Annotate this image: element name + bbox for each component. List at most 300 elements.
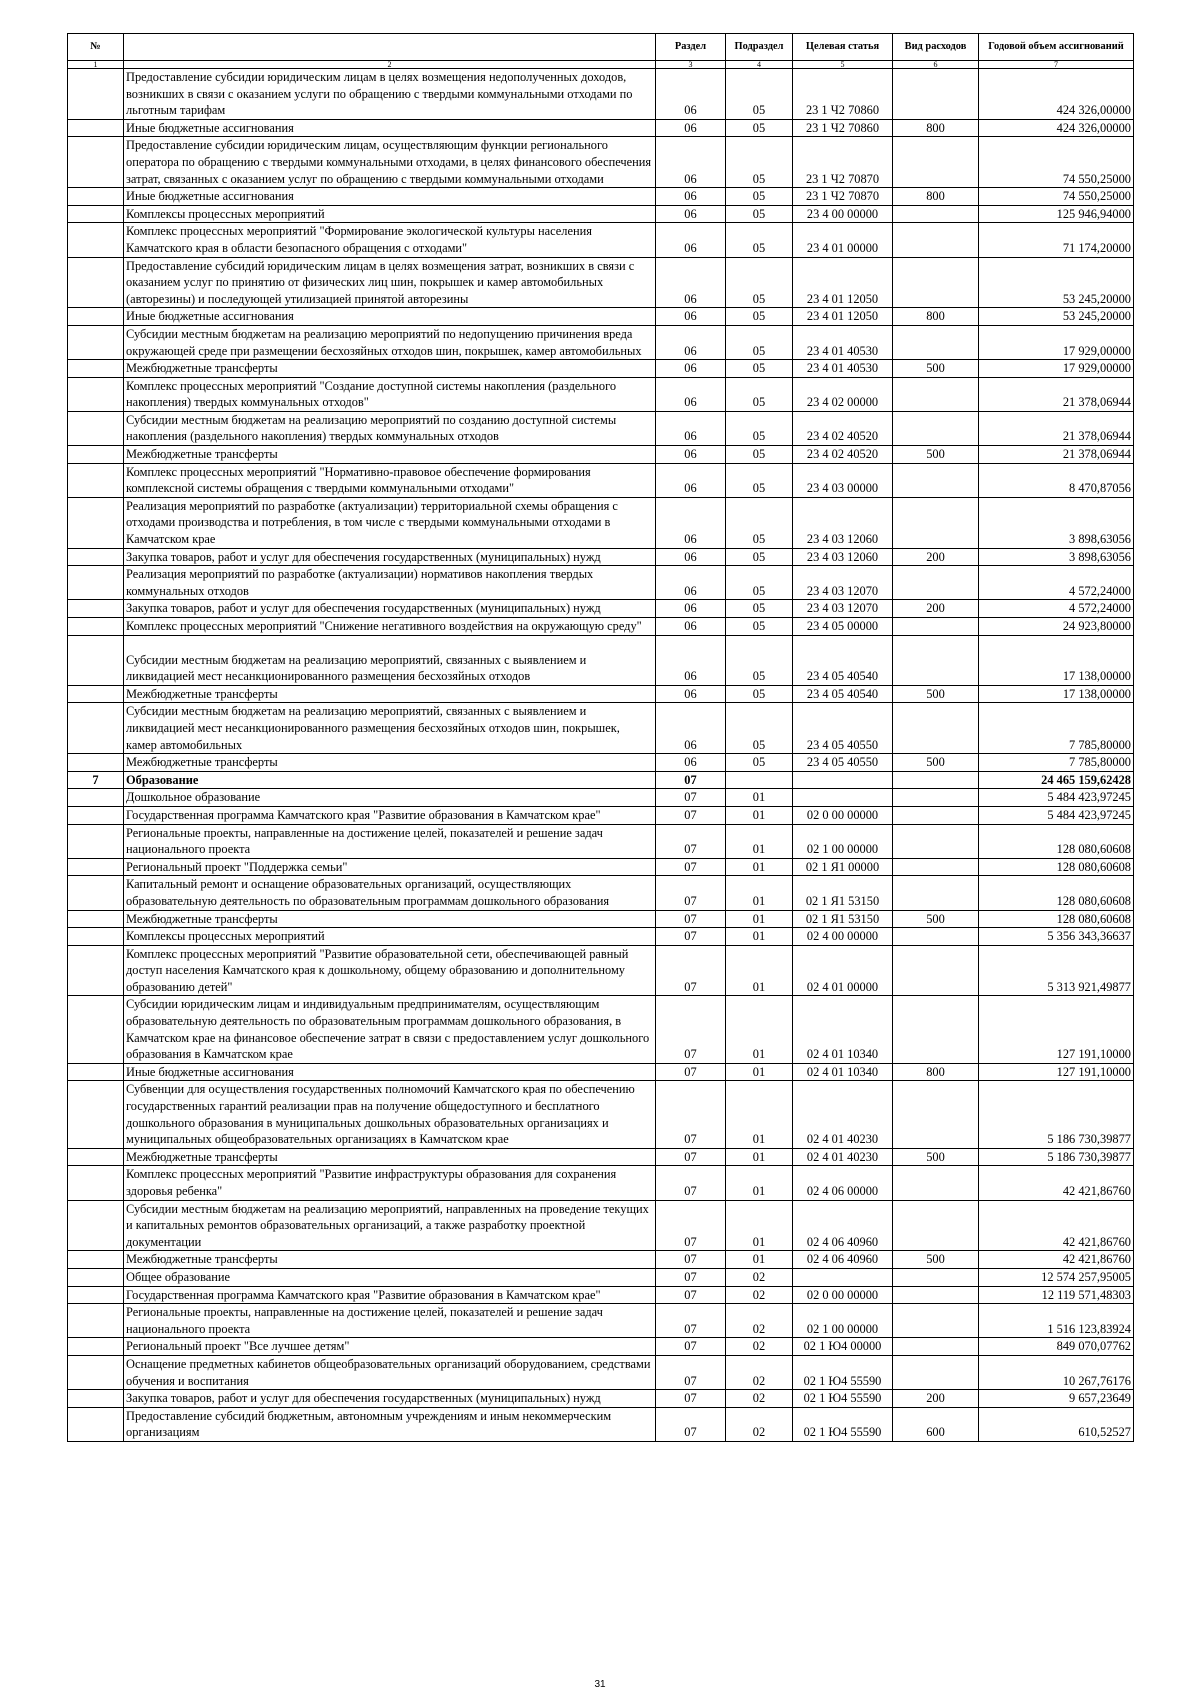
cell-amount: 128 080,60608 (979, 876, 1134, 910)
cell-amount: 128 080,60608 (979, 824, 1134, 858)
table-row (68, 1251, 1134, 1269)
cell-celevaya: 23 4 03 12070 (793, 566, 893, 600)
cell-name: Межбюджетные трансферты (124, 360, 656, 378)
cell-celevaya: 23 4 02 40520 (793, 446, 893, 464)
cell-celevaya: 02 4 06 40960 (793, 1200, 893, 1251)
cell-razdel: 06 (656, 548, 726, 566)
cell-number (68, 463, 124, 497)
cell-vid: 500 (893, 1251, 979, 1269)
cell-vid: 200 (893, 1390, 979, 1408)
cell-razdel: 06 (656, 600, 726, 618)
cell-number (68, 325, 124, 359)
cell-number (68, 1355, 124, 1389)
cell-celevaya: 23 4 05 40540 (793, 685, 893, 703)
cell-amount: 128 080,60608 (979, 858, 1134, 876)
index-cell: 6 (893, 61, 979, 69)
cell-amount: 424 326,00000 (979, 69, 1134, 120)
cell-podrazdel: 02 (726, 1338, 793, 1356)
cell-name: Дошкольное образование (124, 789, 656, 807)
table-row (68, 910, 1134, 928)
cell-podrazdel: 01 (726, 789, 793, 807)
cell-razdel: 06 (656, 754, 726, 772)
cell-podrazdel: 05 (726, 618, 793, 636)
cell-vid (893, 1338, 979, 1356)
table-row (68, 446, 1134, 464)
col-header-razdel: Раздел (656, 34, 726, 61)
cell-amount: 17 138,00000 (979, 635, 1134, 685)
cell-number: 7 (68, 771, 124, 789)
cell-podrazdel: 05 (726, 69, 793, 120)
cell-name: Субвенции для осуществления государственных полномочий Камчатского края по обеспечению государственных гарантий реализации прав на получение общедоступного и бесплатного дошкольного образования в муниципальных дошкольных образовательных организациях и муниципальных общеобразовательных организациях в Камчатском крае (124, 1081, 656, 1148)
cell-number (68, 635, 124, 685)
cell-vid (893, 411, 979, 445)
cell-number (68, 223, 124, 257)
cell-number (68, 928, 124, 946)
table-row (68, 1166, 1134, 1200)
table-row (68, 1063, 1134, 1081)
cell-vid (893, 377, 979, 411)
cell-name: Иные бюджетные ассигнования (124, 1063, 656, 1081)
col-header-name (124, 34, 656, 61)
cell-number (68, 600, 124, 618)
cell-vid: 200 (893, 600, 979, 618)
cell-amount: 3 898,63056 (979, 497, 1134, 548)
cell-celevaya: 02 4 01 40230 (793, 1148, 893, 1166)
cell-name: Региональные проекты, направленные на достижение целей, показателей и решение задач национального проекта (124, 824, 656, 858)
cell-podrazdel: 01 (726, 1166, 793, 1200)
table-row (68, 1268, 1134, 1286)
table-row (68, 1148, 1134, 1166)
cell-number (68, 876, 124, 910)
page-number: 31 (594, 1679, 606, 1690)
cell-name: Комплекс процессных мероприятий "Нормативно-правовое обеспечение формирования комплексной системы обращения с твердыми коммунальными отходами" (124, 463, 656, 497)
cell-name: Субсидии местным бюджетам на реализацию мероприятий по созданию доступной системы накопления (раздельного накопления) твердых коммунальных отходов (124, 411, 656, 445)
cell-razdel: 07 (656, 806, 726, 824)
cell-razdel: 07 (656, 1355, 726, 1389)
cell-razdel: 07 (656, 928, 726, 946)
cell-podrazdel: 01 (726, 1251, 793, 1269)
cell-vid (893, 325, 979, 359)
cell-razdel: 06 (656, 257, 726, 308)
cell-name: Государственная программа Камчатского края "Развитие образования в Камчатском крае" (124, 806, 656, 824)
table-body (68, 69, 1134, 1442)
cell-name: Комплекс процессных мероприятий "Развитие инфраструктуры образования для сохранения здоровья ребенка" (124, 1166, 656, 1200)
table-row (68, 119, 1134, 137)
table-row (68, 548, 1134, 566)
cell-amount: 1 516 123,83924 (979, 1304, 1134, 1338)
table-row (68, 223, 1134, 257)
cell-amount: 4 572,24000 (979, 600, 1134, 618)
cell-number (68, 308, 124, 326)
cell-amount: 74 550,25000 (979, 188, 1134, 206)
cell-podrazdel: 01 (726, 928, 793, 946)
cell-razdel: 06 (656, 618, 726, 636)
cell-name: Субсидии местным бюджетам на реализацию мероприятий по недопущению причинения вреда окружающей среде при размещении бесхозяйных отходов шин, покрышек, камер автомобильных (124, 325, 656, 359)
cell-razdel: 06 (656, 360, 726, 378)
cell-name: Субсидии юридическим лицам и индивидуальным предпринимателям, осуществляющим образовательную деятельность по образовательным программам дошкольного образования, в Камчатском крае на финансовое обеспечение затрат в связи с предоставлением услуг дошкольного образования в Камчатском крае (124, 996, 656, 1063)
cell-number (68, 1081, 124, 1148)
cell-number (68, 1390, 124, 1408)
cell-name: Предоставление субсидий бюджетным, автономным учреждениям и иным некоммерческим организациям (124, 1407, 656, 1441)
cell-vid: 500 (893, 910, 979, 928)
cell-name: Межбюджетные трансферты (124, 1148, 656, 1166)
cell-celevaya: 02 0 00 00000 (793, 1286, 893, 1304)
cell-vid (893, 618, 979, 636)
cell-celevaya: 02 4 06 00000 (793, 1166, 893, 1200)
cell-number (68, 446, 124, 464)
col-header-podrazdel: Подраздел (726, 34, 793, 61)
cell-vid: 500 (893, 446, 979, 464)
cell-name: Реализация мероприятий по разработке (актуализации) нормативов накопления твердых коммунальных отходов (124, 566, 656, 600)
table-row (68, 945, 1134, 996)
cell-vid (893, 703, 979, 754)
table-row (68, 1407, 1134, 1441)
cell-vid (893, 1166, 979, 1200)
cell-celevaya: 23 4 01 12050 (793, 308, 893, 326)
cell-name: Закупка товаров, работ и услуг для обеспечения государственных (муниципальных) нужд (124, 1390, 656, 1408)
cell-name: Субсидии местным бюджетам на реализацию мероприятий, направленных на проведение текущих и капитальных ремонтов образовательных организаций, а также разработку проектной документации (124, 1200, 656, 1251)
cell-name: Межбюджетные трансферты (124, 754, 656, 772)
cell-razdel: 06 (656, 566, 726, 600)
cell-amount: 5 356 343,36637 (979, 928, 1134, 946)
cell-number (68, 754, 124, 772)
cell-podrazdel: 05 (726, 497, 793, 548)
col-header-celevaya: Целевая статья (793, 34, 893, 61)
cell-podrazdel: 05 (726, 703, 793, 754)
cell-razdel: 07 (656, 876, 726, 910)
cell-name: Субсидии местным бюджетам на реализацию мероприятий, связанных с выявлением и ликвидацией мест несанкционированного размещения бесхозяйных отходов (124, 635, 656, 685)
cell-podrazdel: 05 (726, 137, 793, 188)
cell-razdel: 07 (656, 1268, 726, 1286)
cell-celevaya: 23 1 Ч2 70870 (793, 188, 893, 206)
cell-podrazdel: 01 (726, 806, 793, 824)
cell-number (68, 996, 124, 1063)
table-row (68, 188, 1134, 206)
cell-podrazdel: 05 (726, 308, 793, 326)
cell-razdel: 07 (656, 858, 726, 876)
cell-razdel: 06 (656, 69, 726, 120)
cell-amount: 128 080,60608 (979, 910, 1134, 928)
cell-celevaya: 02 4 01 00000 (793, 945, 893, 996)
cell-vid: 800 (893, 119, 979, 137)
cell-number (68, 1286, 124, 1304)
cell-amount: 5 484 423,97245 (979, 789, 1134, 807)
cell-celevaya: 02 1 00 00000 (793, 824, 893, 858)
cell-vid (893, 69, 979, 120)
cell-celevaya: 23 4 02 40520 (793, 411, 893, 445)
cell-name: Образование (124, 771, 656, 789)
cell-celevaya: 02 1 Ю4 55590 (793, 1407, 893, 1441)
cell-name: Комплекс процессных мероприятий "Развитие образовательной сети, обеспечивающей равный доступ населения Камчатского края к дошкольному, общему образованию и дополнительному образованию детей" (124, 945, 656, 996)
cell-razdel: 07 (656, 771, 726, 789)
budget-table-sheet (67, 33, 1133, 1442)
cell-razdel: 06 (656, 446, 726, 464)
cell-podrazdel: 01 (726, 1200, 793, 1251)
cell-celevaya (793, 1268, 893, 1286)
table-row (68, 463, 1134, 497)
cell-podrazdel: 05 (726, 188, 793, 206)
cell-vid: 800 (893, 1063, 979, 1081)
cell-name: Комплексы процессных мероприятий (124, 928, 656, 946)
cell-razdel: 06 (656, 411, 726, 445)
cell-amount: 10 267,76176 (979, 1355, 1134, 1389)
cell-podrazdel: 02 (726, 1268, 793, 1286)
cell-name: Государственная программа Камчатского края "Развитие образования в Камчатском крае" (124, 1286, 656, 1304)
cell-amount: 21 378,06944 (979, 411, 1134, 445)
cell-name: Комплекс процессных мероприятий "Снижение негативного воздействия на окружающую среду" (124, 618, 656, 636)
cell-podrazdel: 05 (726, 377, 793, 411)
table-row (68, 497, 1134, 548)
cell-razdel: 07 (656, 910, 726, 928)
cell-podrazdel: 01 (726, 996, 793, 1063)
cell-celevaya: 23 4 03 00000 (793, 463, 893, 497)
table-row (68, 928, 1134, 946)
cell-vid: 500 (893, 754, 979, 772)
cell-celevaya: 02 0 00 00000 (793, 806, 893, 824)
cell-podrazdel: 01 (726, 824, 793, 858)
cell-vid: 500 (893, 360, 979, 378)
index-cell: 7 (979, 61, 1134, 69)
cell-name: Предоставление субсидии юридическим лицам, осуществляющим функции регионального оператора по обращению с твердыми коммунальными отходами, в целях финансового обеспечения затрат, связанных с оказанием услуг по обращению с твердыми коммунальными отходами (124, 137, 656, 188)
cell-celevaya: 02 4 01 10340 (793, 1063, 893, 1081)
table-row (68, 754, 1134, 772)
cell-celevaya: 23 4 02 00000 (793, 377, 893, 411)
cell-number (68, 910, 124, 928)
table-row (68, 703, 1134, 754)
col-header-godovoy: Годовой объем ассигнований (979, 34, 1134, 61)
cell-celevaya: 23 4 01 40530 (793, 325, 893, 359)
cell-number (68, 789, 124, 807)
cell-name: Межбюджетные трансферты (124, 446, 656, 464)
cell-razdel: 07 (656, 996, 726, 1063)
cell-number (68, 1200, 124, 1251)
cell-celevaya: 23 4 03 12060 (793, 548, 893, 566)
cell-celevaya: 02 4 00 00000 (793, 928, 893, 946)
table-row (68, 1200, 1134, 1251)
cell-amount: 42 421,86760 (979, 1251, 1134, 1269)
cell-number (68, 1268, 124, 1286)
cell-podrazdel: 05 (726, 600, 793, 618)
table-row (68, 635, 1134, 685)
cell-podrazdel: 05 (726, 635, 793, 685)
cell-podrazdel: 05 (726, 754, 793, 772)
table-row (68, 618, 1134, 636)
cell-podrazdel: 05 (726, 411, 793, 445)
cell-number (68, 119, 124, 137)
cell-amount: 71 174,20000 (979, 223, 1134, 257)
cell-name: Иные бюджетные ассигнования (124, 308, 656, 326)
cell-amount: 17 138,00000 (979, 685, 1134, 703)
cell-celevaya: 02 1 Я1 53150 (793, 876, 893, 910)
cell-celevaya (793, 771, 893, 789)
cell-number (68, 1148, 124, 1166)
cell-name: Межбюджетные трансферты (124, 1251, 656, 1269)
cell-podrazdel: 05 (726, 223, 793, 257)
cell-vid (893, 205, 979, 223)
cell-celevaya: 02 1 Ю4 55590 (793, 1355, 893, 1389)
cell-celevaya: 02 1 00 00000 (793, 1304, 893, 1338)
cell-amount: 424 326,00000 (979, 119, 1134, 137)
cell-podrazdel: 01 (726, 1148, 793, 1166)
cell-name: Общее образование (124, 1268, 656, 1286)
cell-celevaya: 23 4 01 00000 (793, 223, 893, 257)
cell-podrazdel: 05 (726, 446, 793, 464)
cell-amount: 5 186 730,39877 (979, 1081, 1134, 1148)
index-cell: 3 (656, 61, 726, 69)
cell-razdel: 07 (656, 1148, 726, 1166)
cell-razdel: 07 (656, 1166, 726, 1200)
cell-razdel: 06 (656, 308, 726, 326)
cell-razdel: 06 (656, 463, 726, 497)
cell-razdel: 07 (656, 1251, 726, 1269)
cell-number (68, 377, 124, 411)
cell-amount: 5 186 730,39877 (979, 1148, 1134, 1166)
cell-celevaya: 23 1 Ч2 70870 (793, 137, 893, 188)
cell-celevaya: 23 4 01 40530 (793, 360, 893, 378)
cell-podrazdel: 05 (726, 463, 793, 497)
cell-podrazdel: 02 (726, 1304, 793, 1338)
cell-name: Субсидии местным бюджетам на реализацию мероприятий, связанных с выявлением и ликвидацией мест несанкционированного размещения бесхозяйных отходов шин, покрышек, камер автомобильных (124, 703, 656, 754)
table-row (68, 377, 1134, 411)
table-row (68, 1081, 1134, 1148)
table-row (68, 824, 1134, 858)
cell-vid (893, 635, 979, 685)
cell-razdel: 06 (656, 119, 726, 137)
table-row (68, 876, 1134, 910)
cell-podrazdel (726, 771, 793, 789)
cell-celevaya: 02 1 Я1 00000 (793, 858, 893, 876)
cell-razdel: 07 (656, 1407, 726, 1441)
table-row (68, 1390, 1134, 1408)
cell-name: Региональный проект "Поддержка семьи" (124, 858, 656, 876)
index-cell: 4 (726, 61, 793, 69)
cell-razdel: 06 (656, 377, 726, 411)
cell-amount: 74 550,25000 (979, 137, 1134, 188)
cell-podrazdel: 02 (726, 1390, 793, 1408)
cell-podrazdel: 02 (726, 1355, 793, 1389)
cell-razdel: 06 (656, 685, 726, 703)
cell-vid (893, 1268, 979, 1286)
cell-vid (893, 463, 979, 497)
cell-vid (893, 789, 979, 807)
cell-podrazdel: 01 (726, 1081, 793, 1148)
cell-podrazdel: 05 (726, 257, 793, 308)
cell-amount: 53 245,20000 (979, 257, 1134, 308)
cell-name: Оснащение предметных кабинетов общеобразовательных организаций оборудованием, средствами обучения и воспитания (124, 1355, 656, 1389)
cell-vid (893, 257, 979, 308)
cell-celevaya: 23 4 05 40550 (793, 754, 893, 772)
cell-vid (893, 928, 979, 946)
cell-podrazdel: 01 (726, 858, 793, 876)
cell-podrazdel: 02 (726, 1286, 793, 1304)
cell-celevaya: 02 1 Ю4 00000 (793, 1338, 893, 1356)
cell-number (68, 1407, 124, 1441)
cell-podrazdel: 01 (726, 945, 793, 996)
cell-razdel: 06 (656, 205, 726, 223)
cell-number (68, 703, 124, 754)
cell-vid: 600 (893, 1407, 979, 1441)
cell-vid (893, 876, 979, 910)
cell-number (68, 1304, 124, 1338)
cell-razdel: 07 (656, 1304, 726, 1338)
cell-razdel: 06 (656, 497, 726, 548)
cell-vid (893, 1200, 979, 1251)
cell-vid (893, 1081, 979, 1148)
cell-name: Комплекс процессных мероприятий "Создание доступной системы накопления (раздельного накопления) твердых коммунальных отходов" (124, 377, 656, 411)
cell-razdel: 06 (656, 188, 726, 206)
cell-name: Предоставление субсидий юридическим лицам в целях возмещения затрат, возникших в связи с оказанием услуг по принятию от физических лиц шин, покрышек и камер автомобильных (авторезины) и последующей утилизацией принятой авторезины (124, 257, 656, 308)
cell-razdel: 07 (656, 824, 726, 858)
cell-podrazdel: 01 (726, 1063, 793, 1081)
cell-name: Комплексы процессных мероприятий (124, 205, 656, 223)
cell-name: Закупка товаров, работ и услуг для обеспечения государственных (муниципальных) нужд (124, 600, 656, 618)
table-row (68, 806, 1134, 824)
cell-name: Иные бюджетные ассигнования (124, 119, 656, 137)
cell-name: Предоставление субсидии юридическим лицам в целях возмещения недополученных доходов, возникших в связи с оказанием услуги по обращению с твердыми коммунальными отходами по льготным тарифам (124, 69, 656, 120)
cell-amount: 21 378,06944 (979, 446, 1134, 464)
cell-amount: 7 785,80000 (979, 703, 1134, 754)
cell-amount: 42 421,86760 (979, 1200, 1134, 1251)
cell-podrazdel: 05 (726, 685, 793, 703)
col-header-num: № (68, 34, 124, 61)
table-row (68, 308, 1134, 326)
cell-celevaya: 23 4 05 40550 (793, 703, 893, 754)
table-row (68, 360, 1134, 378)
cell-razdel: 06 (656, 223, 726, 257)
table-row (68, 685, 1134, 703)
cell-amount: 5 484 423,97245 (979, 806, 1134, 824)
cell-amount: 127 191,10000 (979, 1063, 1134, 1081)
cell-celevaya: 23 4 00 00000 (793, 205, 893, 223)
cell-amount: 127 191,10000 (979, 996, 1134, 1063)
cell-amount: 24 465 159,62428 (979, 771, 1134, 789)
cell-celevaya: 23 4 03 12060 (793, 497, 893, 548)
cell-name: Иные бюджетные ассигнования (124, 188, 656, 206)
cell-celevaya: 02 1 Ю4 55590 (793, 1390, 893, 1408)
cell-name: Региональные проекты, направленные на достижение целей, показателей и решение задач национального проекта (124, 1304, 656, 1338)
cell-name: Капитальный ремонт и оснащение образовательных организаций, осуществляющих образовательную деятельность по образовательным программам дошкольного образования (124, 876, 656, 910)
cell-vid: 500 (893, 1148, 979, 1166)
index-cell: 5 (793, 61, 893, 69)
cell-amount: 5 313 921,49877 (979, 945, 1134, 996)
header-row (68, 34, 1134, 61)
index-row (68, 61, 1134, 69)
cell-number (68, 618, 124, 636)
cell-celevaya: 23 4 01 12050 (793, 257, 893, 308)
cell-celevaya: 23 1 Ч2 70860 (793, 119, 893, 137)
cell-vid (893, 137, 979, 188)
cell-amount: 53 245,20000 (979, 308, 1134, 326)
cell-name: Региональный проект "Все лучшее детям" (124, 1338, 656, 1356)
cell-number (68, 1338, 124, 1356)
index-cell: 1 (68, 61, 124, 69)
cell-vid (893, 497, 979, 548)
cell-number (68, 566, 124, 600)
cell-podrazdel: 05 (726, 548, 793, 566)
cell-amount: 9 657,23649 (979, 1390, 1134, 1408)
cell-amount: 610,52527 (979, 1407, 1134, 1441)
cell-amount: 8 470,87056 (979, 463, 1134, 497)
table-row (68, 325, 1134, 359)
table-row (68, 600, 1134, 618)
cell-razdel: 07 (656, 1200, 726, 1251)
cell-vid (893, 223, 979, 257)
cell-vid (893, 1304, 979, 1338)
cell-amount: 42 421,86760 (979, 1166, 1134, 1200)
cell-amount: 24 923,80000 (979, 618, 1134, 636)
cell-celevaya: 02 4 01 10340 (793, 996, 893, 1063)
table-row (68, 1304, 1134, 1338)
